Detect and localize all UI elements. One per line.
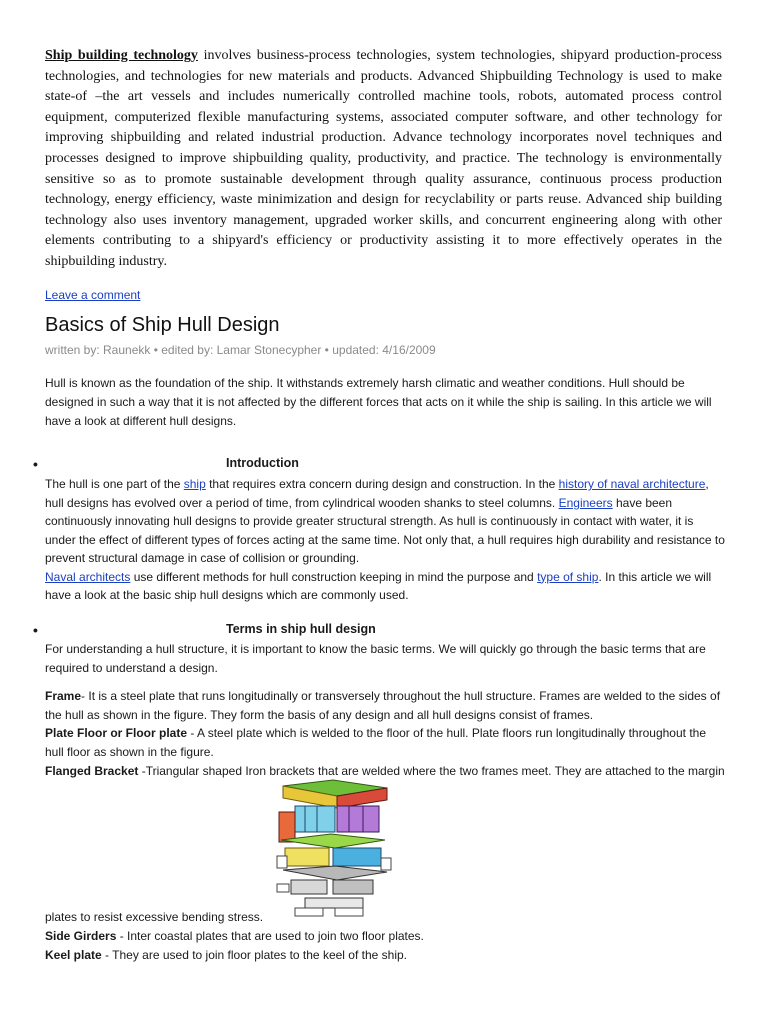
term-frame-label: Frame xyxy=(45,689,82,703)
term-side-def: - Inter coastal plates that are used to join two floor plates. xyxy=(116,929,424,943)
bullet-icon: • xyxy=(33,622,38,638)
term-keel-plate xyxy=(45,946,725,965)
term-flanged-label: Flanged Bracket xyxy=(45,764,139,778)
ship-link[interactable]: ship xyxy=(183,477,206,491)
term-frame xyxy=(45,687,725,724)
term-side-girders xyxy=(45,927,725,946)
article-title: Basics of Ship Hull Design xyxy=(45,314,280,336)
term-side-label: Side Girders xyxy=(45,929,117,943)
bullet-icon: • xyxy=(33,456,38,472)
intro-lead-term: Ship building technology xyxy=(45,48,198,63)
leave-comment-link[interactable]: Leave a comment xyxy=(45,288,141,302)
term-plate-floor xyxy=(45,724,725,761)
term-plate-def: - A steel plate which is welded to the floor of the hull. Plate floors run longitudinally throughout the hull floor as shown in the figure. xyxy=(45,726,706,759)
intro-paragraph xyxy=(45,46,722,273)
intro-text-b: that requires extra concern during design and construction. In the xyxy=(205,477,559,491)
introduction-heading: Introduction xyxy=(226,456,299,470)
section-heading-terms xyxy=(33,622,723,640)
intro-text-f: . In this article we will have a look at the basic ship hull designs which are commonly used. xyxy=(45,569,712,602)
history-naval-architecture-link[interactable]: history of naval architecture xyxy=(558,477,706,491)
section-heading-introduction xyxy=(33,456,723,474)
article-byline: written by: Raunekk • edited by: Lamar Stonecypher • updated: 4/16/2009 xyxy=(45,343,436,357)
engineers-link[interactable]: Engineers xyxy=(558,495,613,510)
hull-structure-illustration xyxy=(275,778,393,920)
terms-intro: For understanding a hull structure, it is important to know the basic terms. We will quickly go through the basic terms that are required to understand a design. xyxy=(45,642,706,675)
intro-text: involves business-process technologies, system technologies, shipyard production-process technologies, and technologies for new materials and products. Advanced Shipbuilding Technology is used to make state-of –the art vessels and includes numerically controlled machine tools, robots, automated process control equipment, computerized flexible manufacturing systems, associated computer software, and other technology for improving shipbuilding and related industrial production. Advance technology incorporates novel techniques and processes designed to improve shipbuilding quality, productivity, and practice. The technology is environmentally sensitive so as to promote sustainable development through quality assurance, continuous process production technology, energy efficiency, waste minimization and design for recyclability or parts reuse. Advanced ship building technology also uses inventory management, upgraded worker skills, and concurrent engineering along with other elements contributing to a shipyard's efficiency or productivity assisting it to more effectively operates in the shipbuilding industry. xyxy=(45,48,722,269)
term-frame-def: - It is a steel plate that runs longitudinally or transversely throughout the hull structure. Frames are welded to the sides of the hull as shown in the figure. They form the basis of any design and all hull designs consist of frames. xyxy=(45,689,721,722)
hull-structure-figure xyxy=(275,778,393,920)
term-keel-label: Keel plate xyxy=(45,948,102,962)
intro-text-e: use different methods for hull construction keeping in mind the purpose and xyxy=(130,569,538,584)
term-flanged-continued: plates to resist excessive bending stress. xyxy=(45,910,264,924)
terms-heading: Terms in ship hull design xyxy=(226,622,376,636)
naval-architects-link[interactable]: Naval architects xyxy=(45,569,131,584)
intro-text-c: , hull designs has evolved over a period of time, from cylindrical wooden shanks to steel columns. xyxy=(45,477,709,510)
article-summary: Hull is known as the foundation of the ship. It withstands extremely harsh climatic and weather conditions. Hull should be designed in such a way that it is not affected by the different forces that acts on it while the ship is sailing. In this article we will have a look at different hull designs. xyxy=(45,376,712,428)
intro-text-a: The hull is one part of the xyxy=(45,477,184,491)
term-keel-def: - They are used to join floor plates to the keel of the ship. xyxy=(101,948,407,962)
intro-text-d: have been continuously innovating hull designs to provide greater structural strength. As hull is continuously in contact with water, it is under the effect of different types of forces acting at the same time. Not only that, a hull requires high durability and resistance to prevent structural damage in case of collision or grounding. xyxy=(45,495,725,565)
introduction-paragraph xyxy=(45,475,725,605)
type-of-ship-link[interactable]: type of ship xyxy=(537,569,599,584)
term-flanged-def: -Triangular shaped Iron brackets that are welded where the two frames meet. They are attached to the margin xyxy=(138,764,725,778)
term-plate-label: Plate Floor or Floor plate xyxy=(45,726,188,740)
